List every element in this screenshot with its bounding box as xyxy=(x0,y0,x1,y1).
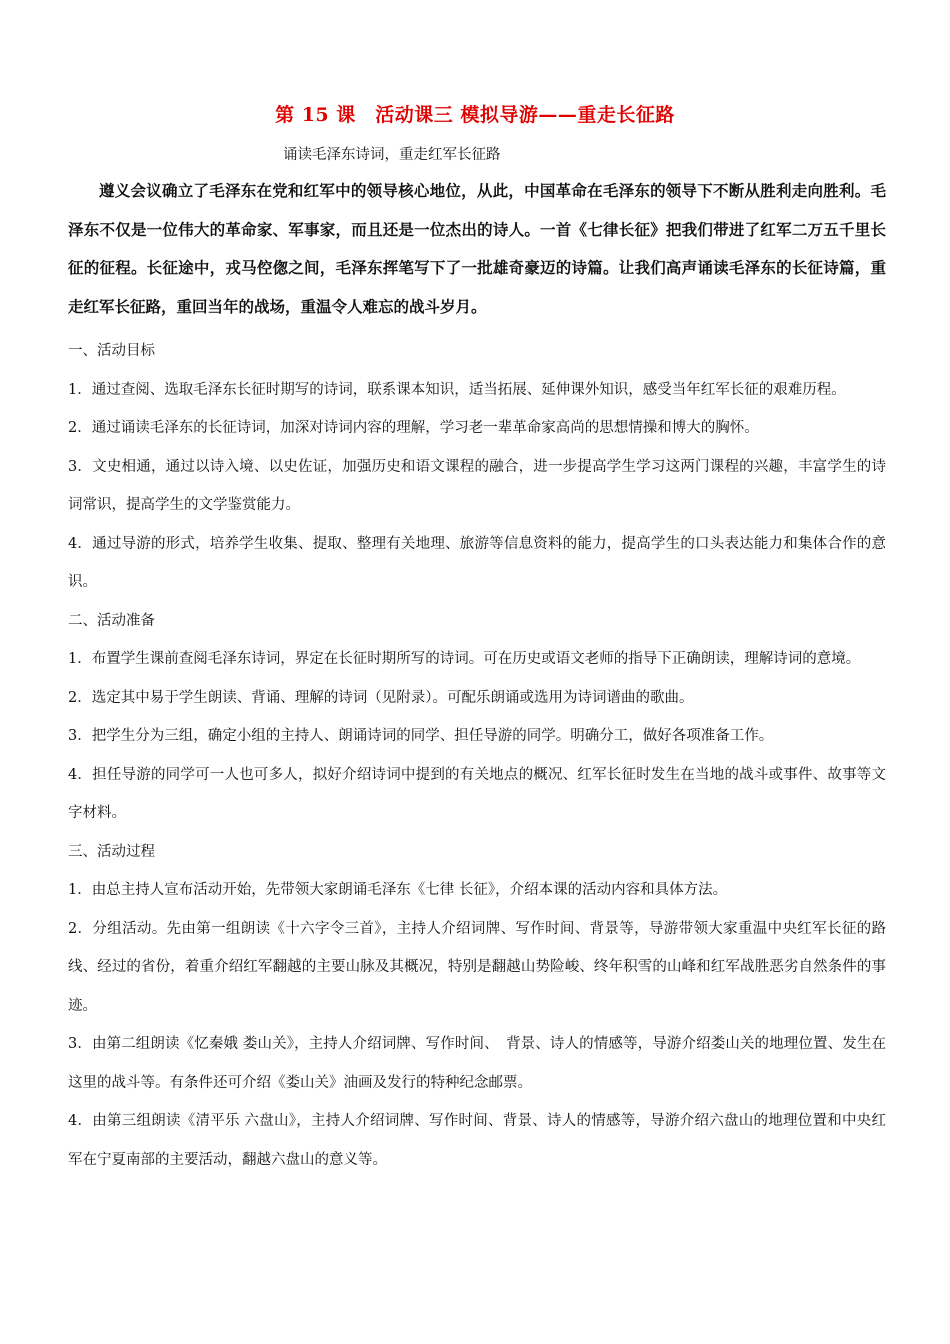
page-subtitle: 诵读毛泽东诗词，重走红军长征路 xyxy=(283,147,501,163)
intro-paragraph: 遵义会议确立了毛泽东在党和红军中的领导核心地位，从此，中国革命在毛泽东的领导下不断从胜利走向胜利。毛泽东不仅是一位伟大的革命家、军事家，而且还是一位杰出的诗人。一首《七律长征》把我们带进了红军二万五千里长征的征程。长征途中，戎马倥偬之间，毛泽东挥笔写下了一批雄奇豪迈的诗篇。让我们高声诵读毛泽东的长征诗篇，重走红军长征路，重回当年的战场，重温令人难忘的战斗岁月。 xyxy=(68,182,886,316)
page-title: 第 15 课 活动课三 模拟导游——重走长征路 xyxy=(275,104,675,126)
list-item: 4．担任导游的同学可一人也可多人，拟好介绍诗词中提到的有关地点的概况、红军长征时发生在当地的战斗或事件、故事等文字材料。 xyxy=(68,766,886,821)
list-item: 1．由总主持人宣布活动开始，先带领大家朗诵毛泽东《七律 长征》，介绍本课的活动内容和具体方法。 xyxy=(68,882,728,898)
document-body xyxy=(68,332,886,1179)
list-item: 3．把学生分为三组，确定小组的主持人、朗诵诗词的同学、担任导游的同学。明确分工，做好各项准备工作。 xyxy=(68,728,774,744)
list-item: 2．通过诵读毛泽东的长征诗词，加深对诗词内容的理解，学习老一辈革命家高尚的思想情操和博大的胸怀。 xyxy=(68,420,759,436)
list-item: 1．布置学生课前查阅毛泽东诗词，界定在长征时期所写的诗词。可在历史或语文老师的指导下正确朗读，理解诗词的意境。 xyxy=(68,651,861,667)
section-heading-preparation: 二、活动准备 xyxy=(68,612,155,629)
list-item: 2．选定其中易于学生朗读、背诵、理解的诗词（见附录）。可配乐朗诵或选用为诗词谱曲的歌曲。 xyxy=(68,689,694,706)
list-item: 1．通过查阅、选取毛泽东长征时期写的诗词，联系课本知识，适当拓展、延伸课外知识，感受当年红军长征的艰难历程。 xyxy=(68,381,846,398)
list-item: 2．分组活动。先由第一组朗读《十六字令三首》，主持人介绍词牌、写作时间、背景等，导游带领大家重温中央红军长征的路线、经过的省份，着重介绍红军翻越的主要山脉及其概况，特别是翻越山势险峻、终年积雪的山峰和红军战胜恶劣自然条件的事迹。 xyxy=(68,920,886,1014)
section-heading-goals: 一、活动目标 xyxy=(68,343,155,359)
list-item: 4．通过导游的形式，培养学生收集、提取、整理有关地理、旅游等信息资料的能力，提高学生的口头表达能力和集体合作的意识。 xyxy=(68,535,886,590)
list-item: 3．文史相通，通过以诗入境、以史佐证，加强历史和语文课程的融合，进一步提高学生学习这两门课程的兴趣，丰富学生的诗词常识，提高学生的文学鉴赏能力。 xyxy=(68,458,886,513)
list-item: 4．由第三组朗读《清平乐 六盘山》，主持人介绍词牌、写作时间、背景、诗人的情感等，导游介绍六盘山的地理位置和中央红军在宁夏南部的主要活动，翻越六盘山的意义等。 xyxy=(68,1113,886,1168)
list-item: 3．由第二组朗读《忆秦娥 娄山关》，主持人介绍词牌、写作时间、 背景、诗人的情感等，导游介绍娄山关的地理位置、发生在这里的战斗等。有条件还可介绍《娄山关》油画及发行的特种纪念邮票。 xyxy=(68,1036,886,1091)
section-heading-process: 三、活动过程 xyxy=(68,843,155,860)
